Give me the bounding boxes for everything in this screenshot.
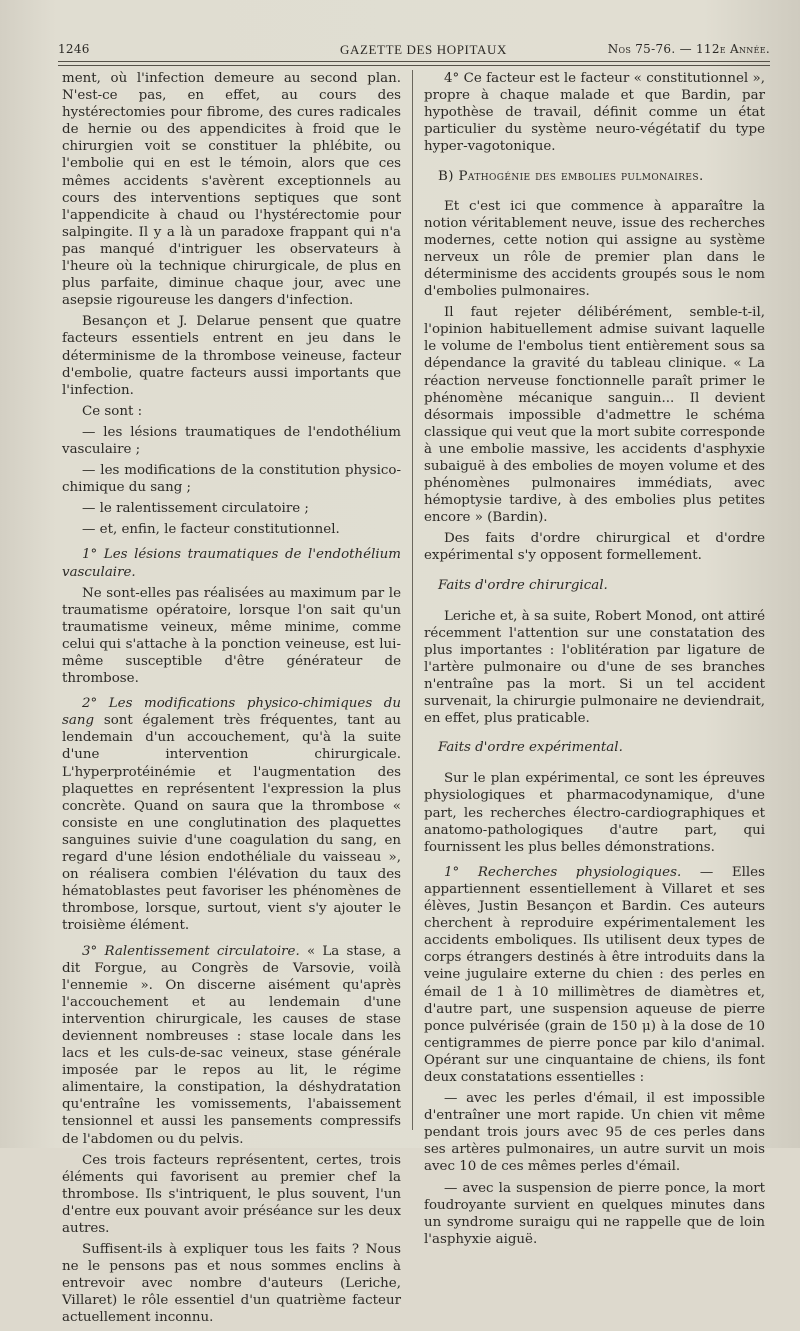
header-rule-thin xyxy=(58,65,770,66)
paragraph: Sur le plan expérimental, ce sont les épreuves physiologiques et pharmacodynamique, d'une part, les recherches électro-cardiographiques et anatomo-pathologiques d'autre part, qui fournissent les plus belles démonstrations. xyxy=(424,771,765,855)
subheading: Faits d'ordre expérimental. xyxy=(438,740,623,756)
paragraph: Des faits d'ordre chirurgical et d'ordre expérimental s'y opposent formellement. xyxy=(424,531,765,564)
paragraph: Il faut rejeter délibérément, semble-t-il, l'opinion habituellement admise suivant laquelle le volume de l'embolus tient entièrement sous sa dépendance la gravité du tableau clinique. « La réaction nerveuse fonctionnelle paraît primer le phénomène mécanique sanguin... Il devient désormais impossible d'admettre le schéma classique qui veut que la mort subite corresponde à une embolie massive, les accidents d'asphyxie subaiguë à des embolies de moyen volume et des phénomènes pulmonaires immédiats, avec hémoptysie tardive, à des embolies plus petites encore » (Bardin). xyxy=(424,305,765,526)
section-heading: B) Pathogénie des embolies pulmonaires. xyxy=(438,169,704,185)
paragraph: Besançon et J. Delarue pensent que quatre facteurs essentiels entrent en jeu dans le déterminisme de la thrombose veineuse, facteur d'embolie, quatre facteurs aussi importants que l'infection. xyxy=(62,314,401,398)
header-rule xyxy=(58,61,770,62)
section-text: — Elles appartiennent essentiellement à Villaret et ses élèves, Justin Besançon et Bardin. Ces auteurs cherchent à reproduire expérimentalement les accidents emboliques. Ils utilisent deux types de corps étrangers destinés à être introduits dans la veine jugulaire externe du chien : des perles en émail de 1 à 10 millimètres de diamètres et, d'autre part, une suspension aqueuse de pierre ponce pulvérisée (grain de 150 μ) à la dose de 10 centigrammes de pierre ponce par kilo d'animal. Opérant sur une cinquantaine de chiens, ils font deux constatations essentielles : xyxy=(424,864,765,1085)
list-item: — le ralentissement circulatoire ; xyxy=(82,501,309,517)
section-title: 2° Les modifications physico-chimiques du sang xyxy=(62,696,401,729)
section-title: 1° Recherches physiologiques. xyxy=(444,864,682,880)
section-title: 1° Les lésions traumatiques de l'endothélium vasculaire. xyxy=(62,547,401,580)
paragraph: — avec la suspension de pierre ponce, la mort foudroyante survient en quelques minutes dans un syndrome suraigu qui ne rappelle que de loin l'asphyxie aiguë. xyxy=(424,1180,765,1247)
section-paragraph xyxy=(62,695,401,934)
section-paragraph xyxy=(62,943,401,1148)
list-item: — les modifications de la constitution physico-chimique du sang ; xyxy=(62,463,401,496)
paragraph: Ces trois facteurs représentent, certes, trois éléments qui favorisent au premier chef la thrombose. Ils s'intriquent, le plus souvent, l'un d'entre eux pouvant avoir préséance sur les deux autres. xyxy=(62,1152,401,1236)
paragraph: ment, où l'infection demeure au second plan. N'est-ce pas, en effet, au cours des hystérectomies pour fibrome, des cures radicales de hernie ou des appendicites à froid que le chirurgien voit se constituer la phlébite, ou l'embolie qui en est le témoin, alors que ces mêmes accidents s'avèrent exceptionnels au cours des interventions septiques que sont l'appendicite à chaud ou l'hystérectomie pour salpingite. Il y a là un paradoxe frappant qui n'a pas manqué d'intriguer les observateurs à l'heure où la technique chirurgicale, de plus en plus parfaite, diminue chaque jour, avec une asepsie rigoureuse les dangers d'infection. xyxy=(62,71,401,309)
left-column xyxy=(62,70,401,1331)
paragraph: Et c'est ici que commence à apparaître la notion véritablement neuve, issue des recherches modernes, cette notion qui assigne au système nerveux un rôle de premier plan dans le déterminisme des accidents groupés sous le nom d'embolies pulmonaires. xyxy=(424,198,765,300)
section-text: sont également très fréquentes, tant au lendemain d'un accouchement, qu'à la suite d'une intervention chirurgicale. L'hyperprotéinémie et l'augmentation des plaquettes en représentent l'expression la plus concrète. Quand on saura que la thrombose « consiste en une conglutination des plaquettes sanguines suivie d'une coagulation du sang, en regard d'une lésion endothéliale du vaisseau », on réalisera combien l'élévation du taux des hématoblastes peut favoriser les phénomènes de thrombose, lorsque, surtout, vient s'y ajouter le troisième élément. xyxy=(62,713,401,934)
subheading: Faits d'ordre chirurgical. xyxy=(438,577,608,593)
issue-number: Nos 75-76. — 112e Année. xyxy=(607,42,770,56)
paragraph: — avec les perles d'émail, il est impossible d'entraîner une mort rapide. Un chien vit même pendant trois jours avec 95 de ces perles dans ses artères pulmonaires, un autre survit un mois avec 10 de ces mêmes perles d'émail. xyxy=(424,1091,765,1175)
list-item: — et, enfin, le facteur constitutionnel. xyxy=(82,522,340,538)
paragraph: Suffisent-ils à expliquer tous les faits ? Nous ne le pensons pas et nous sommes enclins à entrevoir avec nombre d'auteurs (Leriche, Villaret) le rôle essentiel d'un quatrième facteur actuellement inconnu. xyxy=(62,1242,401,1326)
column-divider xyxy=(412,70,413,1130)
paragraph: Ne sont-elles pas réalisées au maximum par le traumatisme opératoire, lorsque l'on sait qu'un traumatisme veineux, même minime, comme celui qui s'attache à la ponction veineuse, est lui-même susceptible d'être générateur de thrombose. xyxy=(62,585,401,687)
section-title: 3° Ralentissement circulatoire. xyxy=(82,943,300,959)
section-paragraph xyxy=(424,864,765,1086)
page-header xyxy=(58,42,770,62)
right-column xyxy=(424,70,765,1252)
list-item: — les lésions traumatiques de l'endothélium vasculaire ; xyxy=(62,424,401,457)
paragraph: Ce sont : xyxy=(82,403,143,419)
paragraph: 4° Ce facteur est le facteur « constitutionnel », propre à chaque malade et que Bardin, par hypothèse de travail, définit comme un état particulier du système neuro-végétatif du type hyper-vagotonique. xyxy=(424,71,765,155)
section-text: « La stase, a dit Forgue, au Congrès de Varsovie, voilà l'ennemie ». On discerne aisément qu'après l'accouchement et au lendemain d'une intervention chirurgicale, les causes de stase deviennent nombreuses : stase locale dans les lacs et les culs-de-sac veineux, stase générale imposée par le repos au lit, le régime alimentaire, la constipation, la déshydratation qu'entraîne les vomissements, l'abaissement tensionnel et aussi les pansements compressifs de l'abdomen ou du pelvis. xyxy=(62,943,401,1147)
paragraph: Leriche et, à sa suite, Robert Monod, ont attiré récemment l'attention sur une constatation des plus importantes : l'oblitération par ligature de l'artère pulmonaire ou d'une de ses branches n'entraîne pas la mort. Si un tel accident survenait, la chirurgie pulmonaire ne deviendrait, en effet, plus praticable. xyxy=(424,608,765,727)
page-number: 1246 xyxy=(58,42,90,56)
journal-title: GAZETTE DES HOPITAUX xyxy=(340,42,507,57)
